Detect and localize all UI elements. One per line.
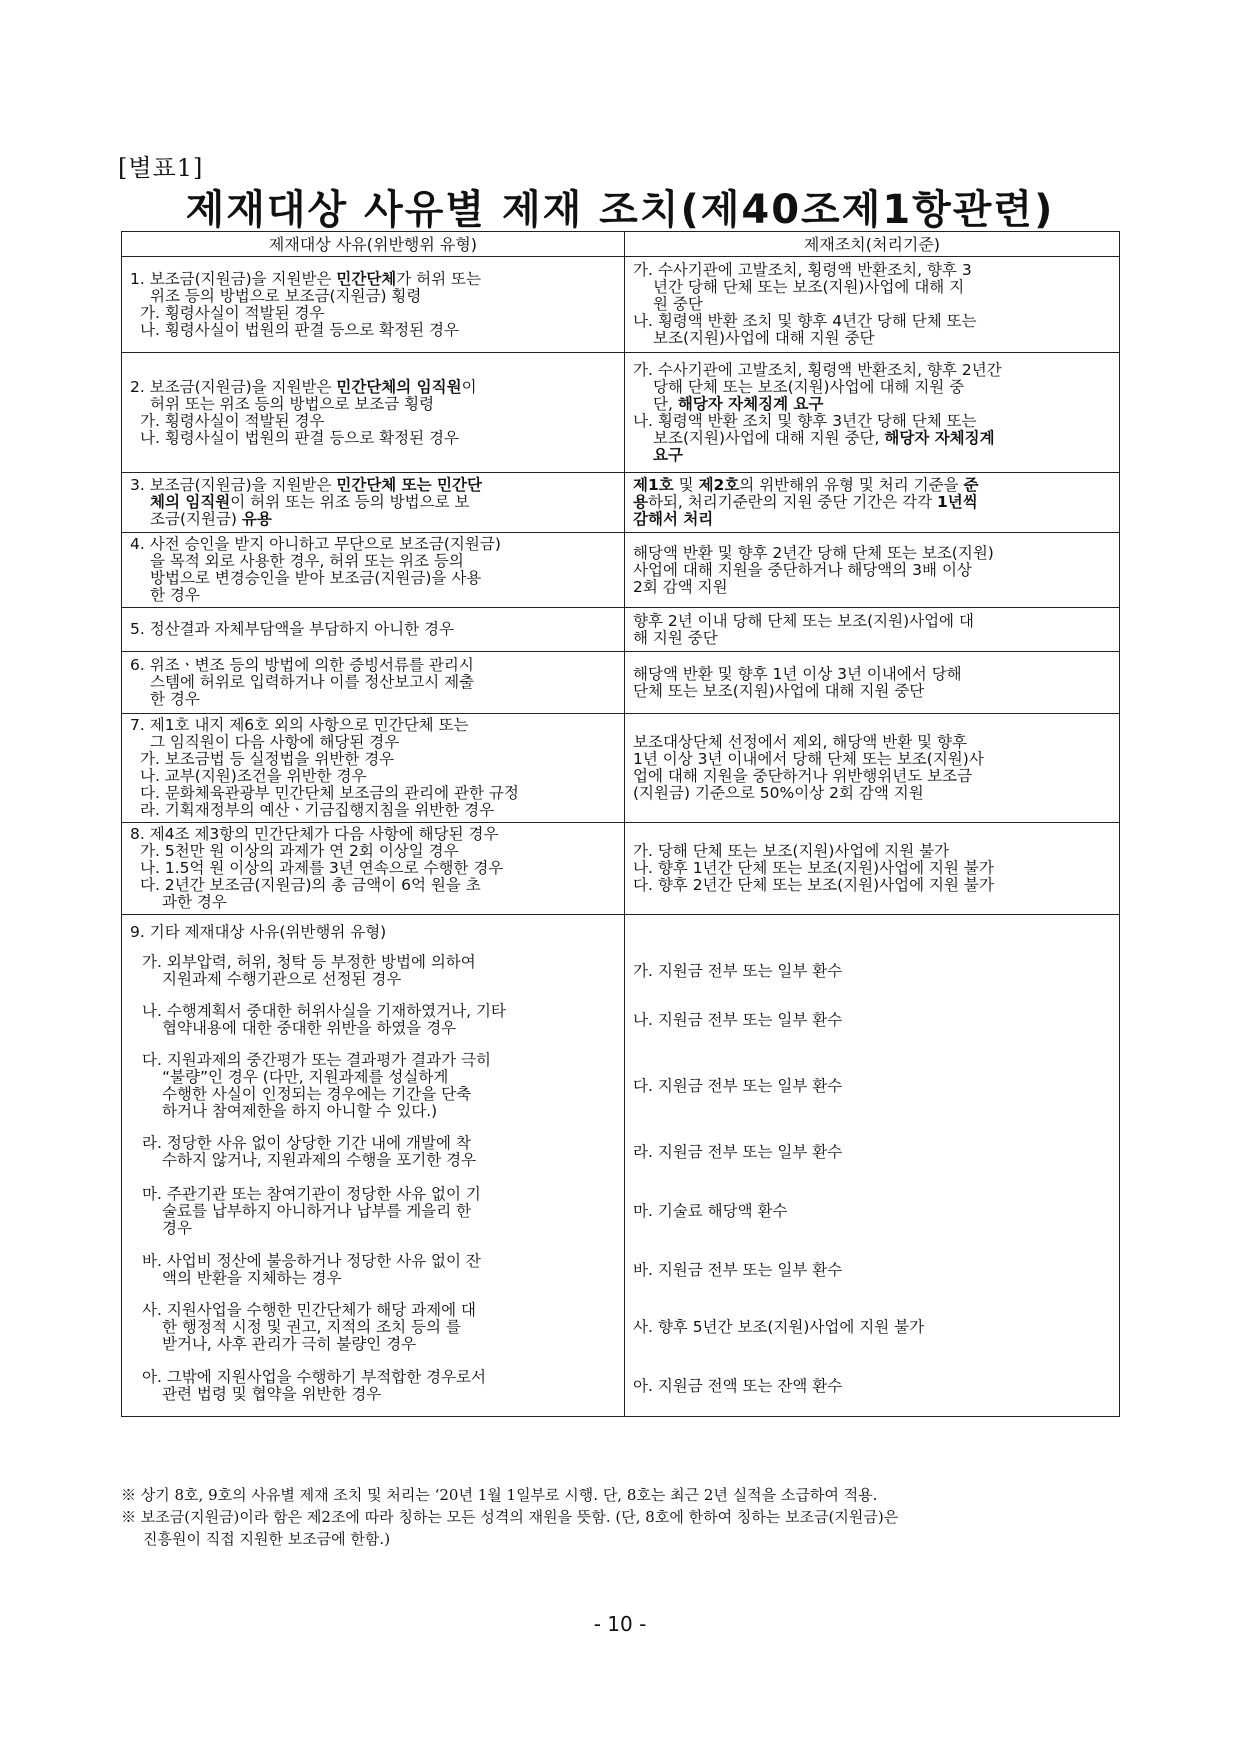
text-run: 방법으로 변경승인을 받아 보조금(지원금)을 사용 xyxy=(150,569,482,587)
text-run: 가. 보조금법 등 실정법을 위반한 경우 xyxy=(140,750,395,768)
cell-line xyxy=(130,768,616,785)
cell-line: 라. 지원금 전부 또는 일부 환수 xyxy=(633,1142,843,1161)
cell-line xyxy=(130,553,616,570)
table-body xyxy=(122,257,1120,1417)
cell-line: 가. 외부압력, 허위, 청탁 등 부정한 방법에 의하여 xyxy=(142,953,476,971)
action-cell xyxy=(625,533,1120,608)
reason-cell xyxy=(122,823,625,915)
row9-action-item xyxy=(633,1245,1111,1295)
row9-reason-text xyxy=(130,1369,486,1403)
cell-line: 지원과제 수행기관으로 선정된 경우 xyxy=(162,970,402,988)
header-action: 제재조치(처리기준) xyxy=(625,232,1120,257)
row9-reason-item xyxy=(130,947,616,995)
reason-cell xyxy=(122,652,625,714)
cell-line xyxy=(130,288,616,305)
emphasis-text: 해당자 자체징계 요구 xyxy=(677,394,824,413)
row9-reason-text xyxy=(130,954,476,988)
text-run: 그 임직원이 다음 사항에 해당된 경우 xyxy=(150,733,400,751)
cell-line xyxy=(633,362,1111,379)
table-row-9 xyxy=(122,915,1120,1417)
text-run: 가. 횡령사실이 적발된 경우 xyxy=(140,411,325,430)
cell-line xyxy=(633,683,1111,700)
row9-reason-item xyxy=(130,1245,616,1295)
document-title: 제재대상 사유별 제재 조치(제40조제1항관련) xyxy=(185,187,1055,233)
text-run: 6. 위조ㆍ변조 등의 방법에 의한 증빙서류를 관리시 xyxy=(130,656,474,674)
cell-line xyxy=(130,734,616,751)
cell-line xyxy=(130,674,616,691)
emphasis-text: 유용 xyxy=(241,510,272,528)
cell-line: 마. 기술료 해당액 환수 xyxy=(633,1201,788,1220)
cell-line xyxy=(633,413,1111,430)
cell-line xyxy=(130,751,616,768)
cell-line xyxy=(130,494,616,511)
footnotes xyxy=(121,1484,1121,1550)
emphasis-text: 해당자 자체징계 xyxy=(884,428,995,447)
cell-line xyxy=(130,894,616,911)
text-run: 스템에 허위로 입력하거나 이를 정산보고시 제출 xyxy=(150,673,475,691)
text-run: 가. 횡령사실이 적발된 경우 xyxy=(140,303,325,322)
cell-line xyxy=(130,322,616,339)
text-run: 가. 수사기관에 고발조치, 횡령액 반환조치, 향후 3 xyxy=(633,261,972,279)
cell-line xyxy=(633,613,1111,630)
text-run: 위조 등의 방법으로 보조금(지원금) 횡령 xyxy=(150,286,422,305)
row9-reason-text xyxy=(130,1135,476,1169)
row9-reason-item xyxy=(130,1359,616,1413)
text-run: 2회 감액 지원 xyxy=(633,577,728,596)
cell-line xyxy=(633,447,1111,464)
cell-line xyxy=(633,630,1111,647)
row9-reason-text xyxy=(130,1302,476,1353)
cell-line xyxy=(633,562,1111,579)
text-run: 2. 보조금(지원금)을 지원받은 xyxy=(130,377,337,396)
cell-line xyxy=(633,734,1111,751)
cell-line: 나. 수행계획서 중대한 허위사실을 기재하였거나, 기타 xyxy=(142,1002,506,1020)
text-run: 나. 향후 1년간 단체 또는 보조(지원)사업에 지원 불가 xyxy=(633,859,994,877)
text-run: 1. 보조금(지원금)을 지원받은 xyxy=(130,269,337,288)
cell-line xyxy=(633,579,1111,596)
cell-line xyxy=(130,511,616,528)
action-cell xyxy=(625,473,1120,533)
text-run: 나. 횡령액 반환 조치 및 향후 3년간 당해 단체 또는 xyxy=(633,411,977,430)
action-cell xyxy=(625,608,1120,652)
cell-line: 사. 향후 5년간 보조(지원)사업에 지원 불가 xyxy=(633,1317,925,1336)
text-run: 나. 횡령사실이 법원의 판결 등으로 확정된 경우 xyxy=(140,320,459,339)
cell-line: 아. 지원금 전액 또는 잔액 환수 xyxy=(633,1376,843,1395)
cell-line: 사. 지원사업을 수행한 민간단체가 해당 과제에 대 xyxy=(142,1300,476,1319)
annex-label: [별표1] xyxy=(118,154,204,182)
emphasis-text: 민간단체의 임직원 xyxy=(336,377,462,396)
row9-heading: 9. 기타 제재대상 사유(위반행위 유형) xyxy=(130,923,387,941)
text-run: 과한 경우 xyxy=(162,893,227,911)
cell-line xyxy=(633,279,1111,296)
cell-line: 나. 지원금 전부 또는 일부 환수 xyxy=(633,1010,843,1029)
reason-cell xyxy=(122,257,625,353)
row9-action-item xyxy=(633,1177,1111,1245)
text-run: 가. 5천만 원 이상의 과제가 연 2회 이상일 경우 xyxy=(140,842,459,860)
text-run: 사업에 대해 지원을 중단하거나 해당액의 3배 이상 xyxy=(633,560,972,579)
text-run: 보조(지원)사업에 대해 지원 중단 xyxy=(653,329,875,347)
cell-line: 관련 법령 및 협약을 위반한 경우 xyxy=(162,1385,382,1403)
cell-line xyxy=(130,717,616,734)
cell-line xyxy=(633,843,1111,860)
text-run: 단체 또는 보조(지원)사업에 대해 지원 중단 xyxy=(633,681,925,700)
cell-line xyxy=(633,860,1111,877)
text-run: 허위 또는 위조 등의 방법으로 보조금 횡령 xyxy=(150,394,435,413)
row9-action-item xyxy=(633,995,1111,1045)
cell-line: 감해서 처리 xyxy=(633,510,714,528)
row9-action-item xyxy=(633,1295,1111,1359)
cell-line: 라. 정당한 사유 없이 상당한 기간 내에 개발에 착 xyxy=(142,1134,471,1152)
reason-cell xyxy=(122,608,625,652)
row9-action-item xyxy=(633,1045,1111,1127)
cell-line xyxy=(130,396,616,413)
text-run: 7. 제1호 내지 제6호 외의 사항으로 민간단체 또는 xyxy=(130,716,469,734)
cell-line: 경우 xyxy=(162,1218,192,1237)
cell-line xyxy=(633,785,1111,802)
text-run: 가 허위 또는 xyxy=(396,269,482,288)
row9-action-item xyxy=(633,947,1111,995)
cell-line xyxy=(633,330,1111,347)
page-number: - 10 - xyxy=(593,1612,647,1636)
cell-line: 다. 지원금 전부 또는 일부 환수 xyxy=(633,1076,843,1095)
text-run: 3. 보조금(지원금)을 지원받은 xyxy=(130,476,337,494)
row9-reason-item xyxy=(130,1045,616,1127)
row9-reason-item xyxy=(130,1177,616,1245)
cell-line: 술료를 납부하지 아니하거나 납부를 게을리 한 xyxy=(162,1201,472,1220)
reason-cell xyxy=(122,473,625,533)
cell-line xyxy=(130,379,616,396)
cell-line: 받거나, 사후 관리가 극히 불량인 경우 xyxy=(162,1334,417,1353)
text-run: 해 지원 중단 xyxy=(633,628,718,647)
text-run: 해당액 반환 및 향후 1년 이상 3년 이내에서 당해 xyxy=(633,664,962,683)
cell-line xyxy=(633,877,1111,894)
reason-cell xyxy=(122,353,625,473)
table-row xyxy=(122,533,1120,608)
cell-line xyxy=(130,587,616,604)
text-run: 업에 대해 지원을 중단하거나 위반행위년도 보조금 xyxy=(633,767,973,785)
text-run: 5. 정산결과 자체부담액을 부담하지 아니한 경우 xyxy=(130,620,454,638)
text-run: 조금(지원금) xyxy=(150,510,242,528)
row9-reason-text xyxy=(130,1186,481,1237)
cell-line: 수행한 사실이 인정되는 경우에는 기간을 단축 xyxy=(162,1085,472,1103)
reason-cell xyxy=(122,915,625,1417)
text-run: 년간 당해 단체 또는 보조(지원)사업에 대해 지 xyxy=(653,278,965,296)
text-run: 가. 수사기관에 고발조치, 횡령액 반환조치, 향후 2년간 xyxy=(633,360,1002,379)
cell-line xyxy=(130,536,616,553)
cell-line xyxy=(130,843,616,860)
row9-action-item xyxy=(633,1359,1111,1413)
table-row xyxy=(122,652,1120,714)
row9-reason-item xyxy=(130,995,616,1045)
cell-line: 용하되, 처리기준란의 지원 중단 기간은 각각 1년씩 xyxy=(633,493,978,511)
row9-action-item xyxy=(633,1127,1111,1177)
cell-line xyxy=(633,262,1111,279)
sanction-table xyxy=(121,231,1120,1417)
text-run: 4. 사전 승인을 받지 아니하고 무단으로 보조금(지원금) xyxy=(130,535,501,553)
cell-line xyxy=(130,785,616,802)
text-run: 다. 2년간 보조금(지원금)의 총 금액이 6억 원을 초 xyxy=(140,876,481,894)
text-run: 을 목적 외로 사용한 경우, 허위 또는 위조 등의 xyxy=(150,552,464,570)
cell-line xyxy=(130,413,616,430)
text-run: 보조대상단체 선정에서 제외, 해당액 반환 및 향후 xyxy=(633,733,967,751)
cell-line: 액의 반환을 지체하는 경우 xyxy=(162,1269,342,1287)
cell-line: 하거나 참여제한을 하지 아니할 수 있다.) xyxy=(162,1102,438,1120)
table-row xyxy=(122,714,1120,823)
cell-line xyxy=(633,666,1111,683)
action-cell xyxy=(625,353,1120,473)
footnote-2: ※ 보조금(지원금)이라 함은 제2조에 따라 칭하는 모든 성격의 재원을 뜻함. (단, 8호에 한하여 칭하는 보조금(지원금)은 xyxy=(121,1508,899,1526)
cell-line xyxy=(633,545,1111,562)
text-run: 보조(지원)사업에 대해 지원 중단, xyxy=(653,428,885,447)
text-run: 원 중단 xyxy=(653,295,703,313)
text-run: 나. 횡령액 반환 조치 및 향후 4년간 당해 단체 또는 xyxy=(633,312,977,330)
text-run: 나. 횡령사실이 법원의 판결 등으로 확정된 경우 xyxy=(140,428,459,447)
cell-line xyxy=(130,477,616,494)
emphasis-text: 민간단체 xyxy=(336,269,397,288)
text-run: 이 허위 또는 위조 등의 방법으로 보 xyxy=(230,493,470,511)
row9-reason-item xyxy=(130,1295,616,1359)
cell-line: 가. 지원금 전부 또는 일부 환수 xyxy=(633,961,843,980)
cell-line xyxy=(633,430,1111,447)
text-run: 당해 단체 또는 보조(지원)사업에 대해 지원 중 xyxy=(653,377,965,396)
text-run: 1년 이상 3년 이내에서 당해 단체 또는 보조(지원)사 xyxy=(633,750,984,768)
cell-line: 아. 그밖에 지원사업을 수행하기 부적합한 경우로서 xyxy=(142,1368,486,1386)
table-row xyxy=(122,257,1120,353)
text-run: 8. 제4조 제3항의 민간단체가 다음 사항에 해당된 경우 xyxy=(130,825,499,843)
table-header-row xyxy=(122,232,1120,257)
action-cell xyxy=(625,652,1120,714)
cell-line xyxy=(633,379,1111,396)
cell-line xyxy=(130,271,616,288)
cell-line xyxy=(633,768,1111,785)
text-run: 한 경우 xyxy=(150,586,200,604)
row9-reason-text xyxy=(130,1253,481,1287)
header-reason: 제재대상 사유(위반행위 유형) xyxy=(122,232,625,257)
cell-line xyxy=(130,877,616,894)
cell-line: 바. 사업비 정산에 불응하거나 정당한 사유 없이 잔 xyxy=(142,1252,481,1270)
cell-line xyxy=(130,305,616,322)
reason-cell xyxy=(122,533,625,608)
action-cell xyxy=(625,714,1120,823)
table-row xyxy=(122,473,1120,533)
text-run: 나. 1.5억 원 이상의 과제를 3년 연속으로 수행한 경우 xyxy=(140,859,504,877)
emphasis-text: 민간단체 또는 민간단 xyxy=(336,476,482,494)
cell-line xyxy=(130,860,616,877)
emphasis-text: 체의 임직원 xyxy=(150,493,231,511)
cell-line xyxy=(130,802,616,819)
footnote-1: ※ 상기 8호, 9호의 사유별 제재 조치 및 처리는 ‘20년 1월 1일부로 시행. 단, 8호는 최근 2년 실적을 소급하여 적용. xyxy=(121,1486,878,1504)
text-run: 향후 2년 이내 당해 단체 또는 보조(지원)사업에 대 xyxy=(633,611,974,630)
cell-line xyxy=(633,396,1111,413)
text-run: (지원금) 기준으로 50%이상 2회 감액 지원 xyxy=(633,784,924,802)
reason-cell xyxy=(122,714,625,823)
cell-line xyxy=(130,691,616,708)
spacer xyxy=(633,918,1111,947)
table-row xyxy=(122,823,1120,915)
text-run: 해당액 반환 및 향후 2년간 당해 단체 또는 보조(지원) xyxy=(633,543,994,562)
cell-line: 제1호 및 제2호의 위반해위 유형 및 처리 기준을 준 xyxy=(633,476,979,494)
cell-line xyxy=(130,430,616,447)
cell-line: 수하지 않거나, 지원과제의 수행을 포기한 경우 xyxy=(162,1151,477,1169)
emphasis-text: 요구 xyxy=(653,445,683,464)
text-run: 다. 문화체육관광부 민간단체 보조금의 관리에 관한 규정 xyxy=(140,784,519,802)
action-cell xyxy=(625,823,1120,915)
action-cell xyxy=(625,915,1120,1417)
table-row xyxy=(122,608,1120,652)
cell-line: 마. 주관기관 또는 참여기관이 정당한 사유 없이 기 xyxy=(142,1184,481,1203)
cell-line: 한 행정적 시정 및 권고, 지적의 조치 등의 를 xyxy=(162,1317,461,1336)
text-run: 라. 기획재정부의 예산ㆍ기금집행지침을 위반한 경우 xyxy=(140,801,495,819)
text-run: 나. 교부(지원)조건을 위반한 경우 xyxy=(140,767,367,785)
cell-line: 다. 지원과제의 중간평가 또는 결과평가 결과가 극히 xyxy=(142,1051,491,1069)
table-row xyxy=(122,353,1120,473)
cell-line: 바. 지원금 전부 또는 일부 환수 xyxy=(633,1260,843,1279)
row9-reason-item xyxy=(130,1127,616,1177)
cell-line xyxy=(633,751,1111,768)
action-cell xyxy=(625,257,1120,353)
cell-line xyxy=(130,621,616,638)
text-run: 한 경우 xyxy=(150,690,200,708)
text-run: 가. 당해 단체 또는 보조(지원)사업에 지원 불가 xyxy=(633,842,950,860)
cell-line xyxy=(130,826,616,843)
cell-line: 협약내용에 대한 중대한 위반을 하였을 경우 xyxy=(162,1019,457,1037)
footnote-3: 진흥원이 직접 지원한 보조금에 한함.) xyxy=(143,1530,391,1548)
row9-reason-text xyxy=(130,1052,491,1120)
cell-line: “불량”인 경우 (다만, 지원과제를 성실하게 xyxy=(162,1068,449,1086)
cell-line xyxy=(633,313,1111,330)
row9-reason-text xyxy=(130,1003,506,1037)
cell-line xyxy=(130,570,616,587)
cell-line xyxy=(130,657,616,674)
text-run: 이 xyxy=(461,377,477,396)
cell-line xyxy=(633,296,1111,313)
text-run: 다. 향후 2년간 단체 또는 보조(지원)사업에 지원 불가 xyxy=(633,876,994,894)
text-run: 단, xyxy=(653,394,678,413)
